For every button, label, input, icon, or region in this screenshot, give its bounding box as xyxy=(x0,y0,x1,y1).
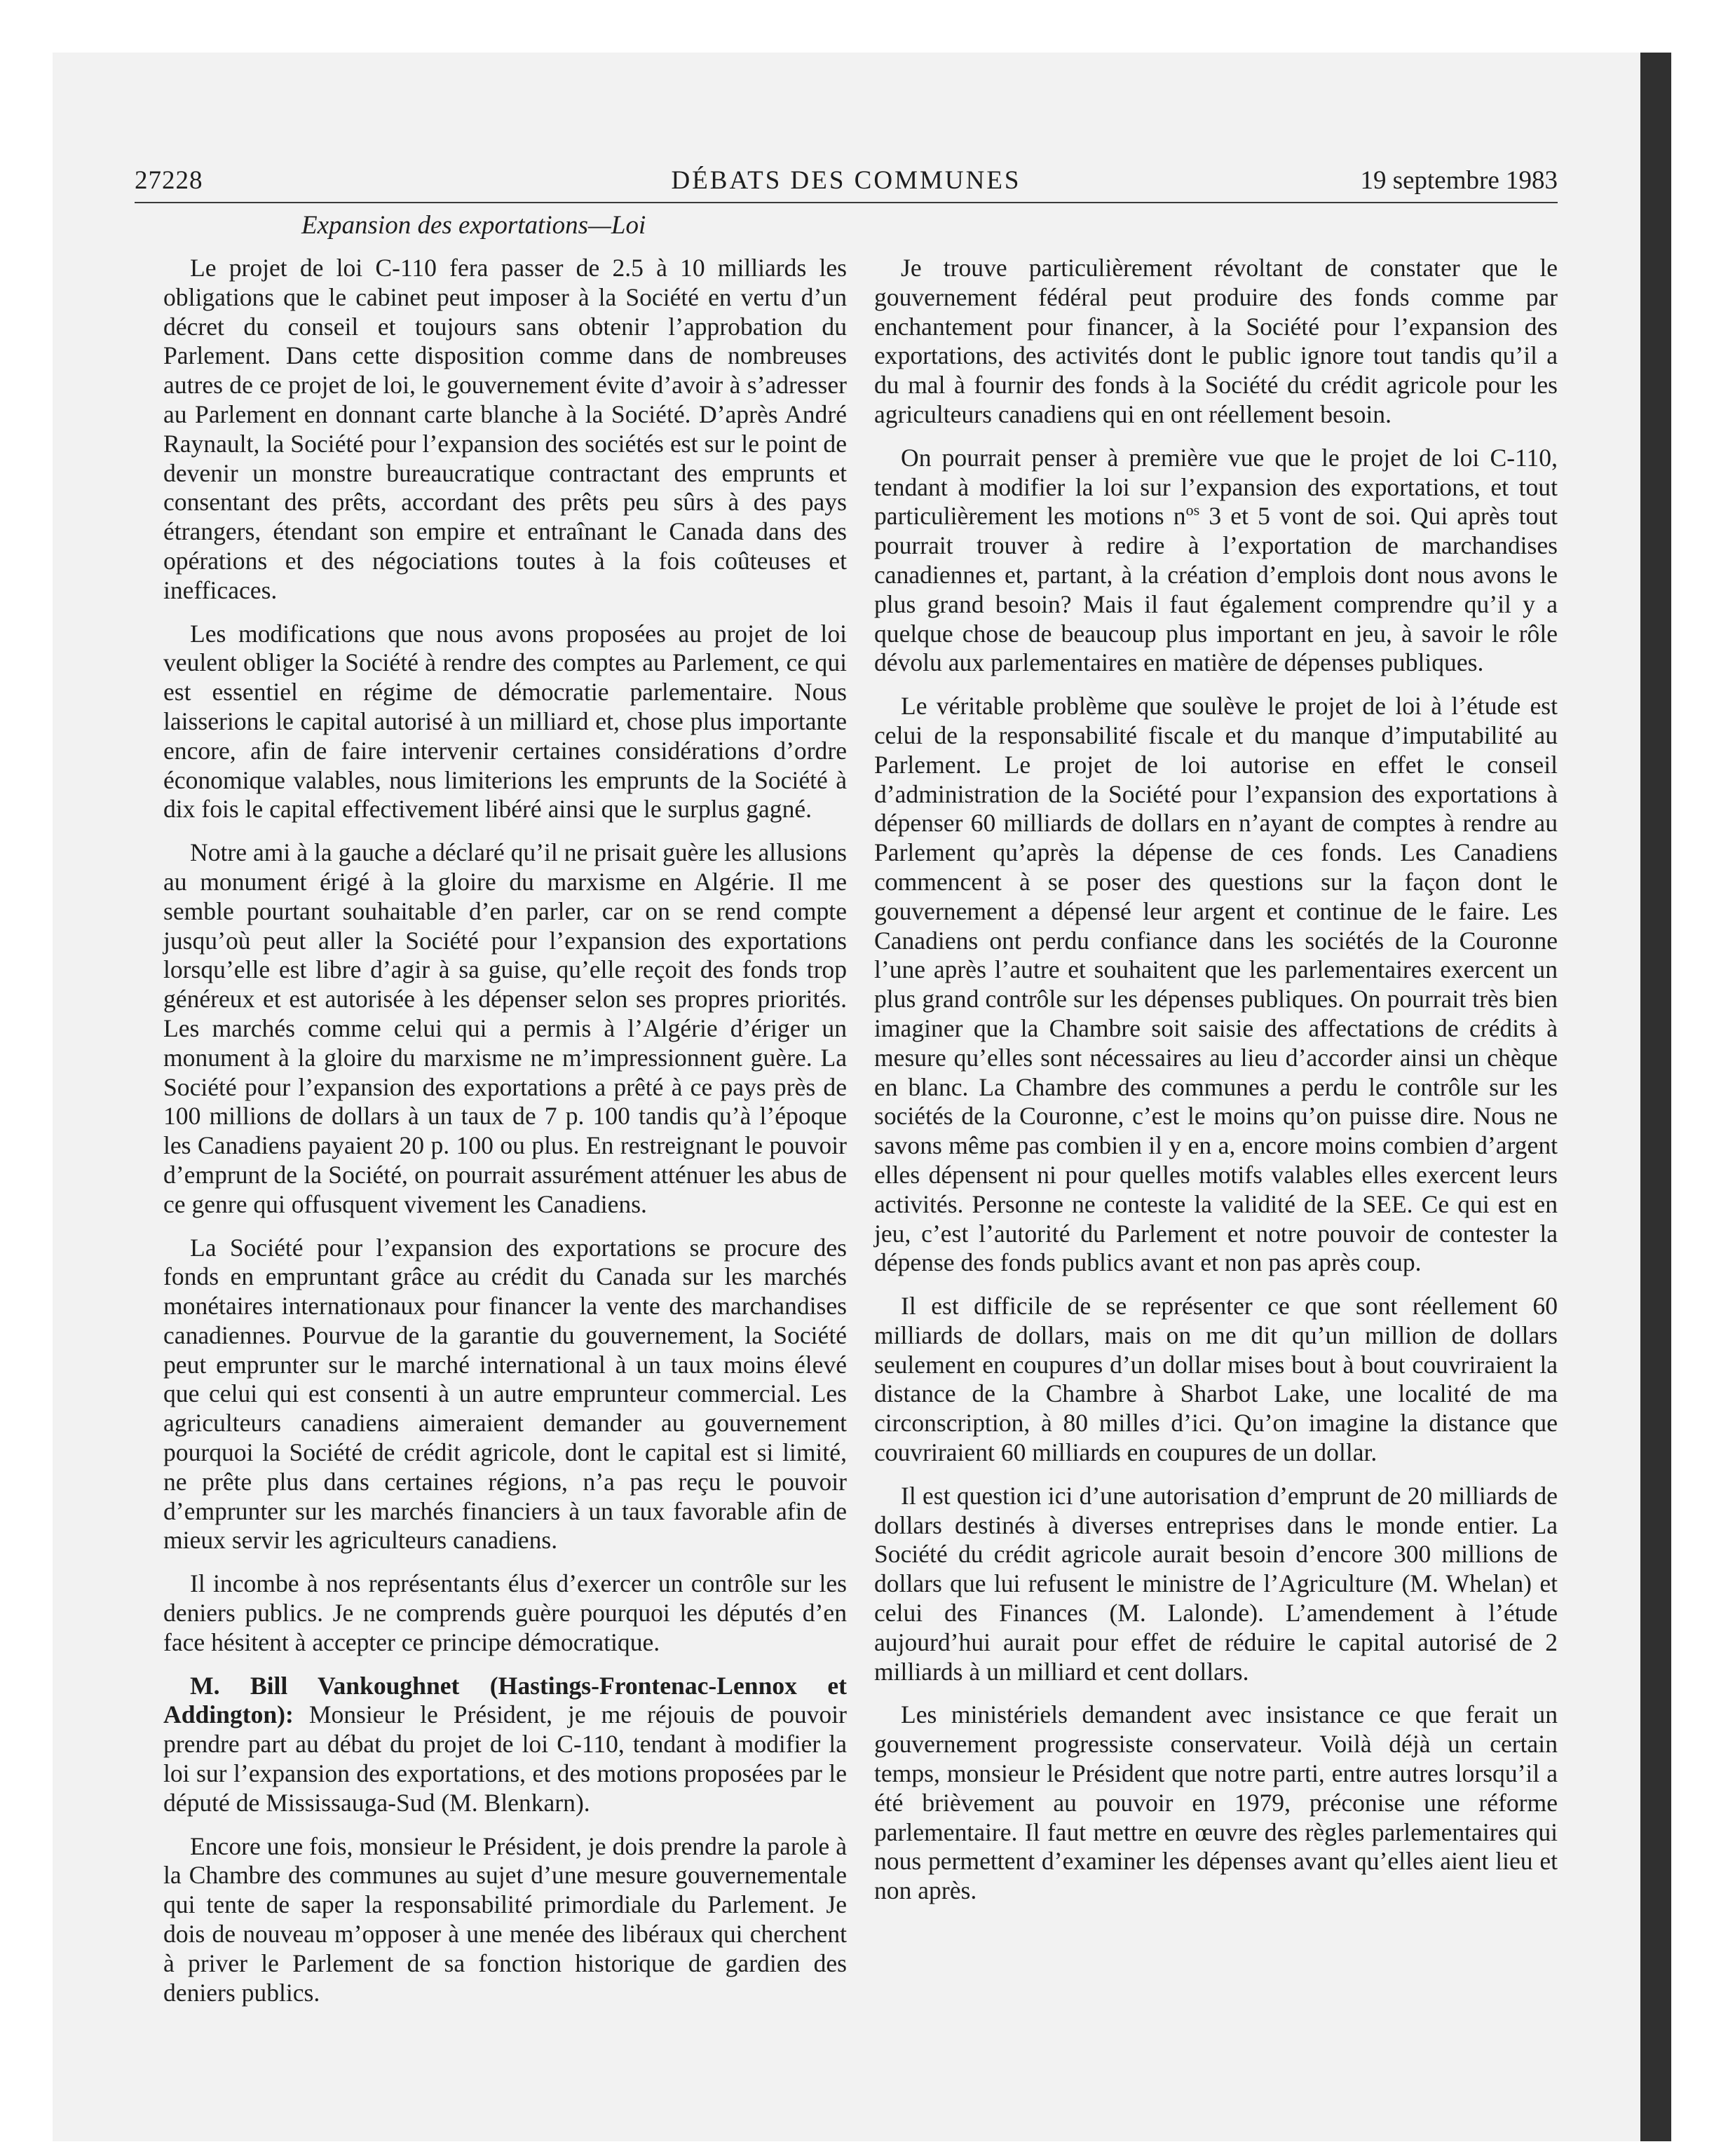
paragraph: Notre ami à la gauche a déclaré qu’il ne prisait guère les allusions au monument érigé à la gloire du marxisme en Algérie. Il me semble pourtant souhaitable d’en parler, car on se rend compte jusqu’où peut aller la Société pour l’expansion des exportations lorsqu’elle est libre d’agir à sa guise, qu’elle reçoit des fonds trop généreux et est autorisée à les dépenser selon ses propres priorités. Les marchés comme celui qui a permis à l’Algérie d’ériger un monument à la gloire du marxisme ne m’impressionnent guère. La Société pour l’expansion des exportations a prêté à ce pays près de 100 millions de dollars à un taux de 7 p. 100 tandis qu’à l’époque les Canadiens payaient 20 p. 100 ou plus. En restreignant le pouvoir d’emprunt de la Société, on pourrait assurément atténuer les abus de ce genre qui offusquent vivement les Canadiens. xyxy=(163,838,847,1218)
paragraph: Le véritable problème que soulève le projet de loi à l’étude est celui de la responsabilité fiscale et du manque d’imputabilité au Parlement. Le projet de loi autorise en effet le conseil d’administration de la Société pour l’expansion des exportations à dépenser 60 milliards de dollars en n’ayant de comptes à rendre au Parlement qu’après la dépense de ces fonds. Les Canadiens commencent à se poser des questions sur la façon dont le gouvernement a dépensé leur argent et continue de le faire. Les Canadiens ont perdu confiance dans les sociétés de la Couronne l’une après l’autre et souhaitent que les parlementaires exercent un plus grand contrôle sur les dépenses publiques. On pourrait très bien imaginer que la Chambre soit saisie des affectations de crédits à mesure qu’elles sont nécessaires au lieu d’accorder ainsi un chèque en blanc. La Chambre des communes a perdu le contrôle sur les sociétés de la Couronne, c’est le moins qu’on puisse dire. Nous ne savons même pas combien il y en a, encore moins combien d’argent elles dépensent ni pour quelles motifs valables elles exercent leurs activités. Personne ne conteste la validité de la SEE. Ce qui est en jeu, c’est l’autorité du Parlement et notre pouvoir de contester la dépense des fonds publics avant et non pas après coup. xyxy=(874,692,1558,1277)
speech-text: Monsieur le Président, je me réjouis de pouvoir prendre part au débat du projet de loi C-110, tendant à modifier la loi sur l’expansion des exportations, et des motions proposées par le député de Mississauga-Sud (M. Blenkarn). xyxy=(163,1700,847,1817)
binding-edge xyxy=(1640,53,1671,2141)
paragraph: Il est question ici d’une autorisation d’emprunt de 20 milliards de dollars destinés à diverses entreprises dans le monde entier. La Société du crédit agricole aurait besoin d’encore 300 millions de dollars que lui refusent le ministre de l’Agriculture (M. Whelan) et celui des Finances (M. Lalonde). L’amendement à l’étude aujourd’hui aurait pour effet de réduire le capital autorisé de 2 milliards à un milliard et cent dollars. xyxy=(874,1481,1558,1686)
section-title: Expansion des exportations—Loi xyxy=(301,211,646,240)
paragraph: Il incombe à nos représentants élus d’exercer un contrôle sur les deniers publics. Je ne comprends guère pourquoi les députés d’en face hésitent à accepter ce principe démocratique. xyxy=(163,1569,847,1656)
speech-paragraph xyxy=(163,1672,847,1818)
paragraph-text: 3 et 5 vont de soi. Qui après tout pourrait trouver à redire à l’exportation de marchandises canadiennes et, partant, à la création d’emplois dont nous avons le plus grand besoin? Mais il faut également comprendre qu’il y a quelque chose de beaucoup plus important en jeu, à savoir le rôle dévolu aux parlementaires en matière de dépenses publiques. xyxy=(874,502,1558,677)
paragraph: Il est difficile de se représenter ce que sont réellement 60 milliards de dollars, mais on me dit qu’un million de dollars seulement en coupures d’un dollar mises bout à bout couvriraient la distance de la Chambre à Sharbot Lake, une localité de ma circonscription, à 80 milles d’ici. Qu’on imagine la distance que couvriraient 60 milliards en coupures de un dollar. xyxy=(874,1292,1558,1467)
paragraph: Les ministériels demandent avec insistance ce que ferait un gouvernement progressiste conservateur. Voilà déjà un certain temps, monsieur le Président que notre parti, entre autres lorsqu’il a été brièvement au pouvoir en 1979, préconise une réforme parlementaire. Il faut mettre en œuvre des règles parlementaires qui nous permettent d’examiner les dépenses avant qu’elles aient lieu et non après. xyxy=(874,1700,1558,1905)
paragraph: La Société pour l’expansion des exportations se procure des fonds en empruntant grâce au crédit du Canada sur les marchés monétaires internationaux pour financer la vente des marchandises canadiennes. Pourvue de la garantie du gouvernement, la Société peut emprunter sur le marché international à un taux moins élevé que celui qui est consenti à un autre emprunteur commercial. Les agriculteurs canadiens aimeraient demander au gouvernement pourquoi la Société de crédit agricole, dont le capital est si limité, ne prête plus dans certaines régions, n’a pas reçu le pouvoir d’emprunter sur les marchés financiers à un taux favorable afin de mieux servir les agriculteurs canadiens. xyxy=(163,1233,847,1555)
superscript: os xyxy=(1185,501,1200,519)
paragraph: Je trouve particulièrement révoltant de constater que le gouvernement fédéral peut produire des fonds comme par enchantement pour financer, à la Société pour l’expansion des exportations, des activités dont le public ignore tout tandis qu’il a du mal à fournir des fonds à la Société du crédit agricole pour les agriculteurs canadiens qui en ont réellement besoin. xyxy=(874,254,1558,428)
speaker-name: M. Bill Vankoughnet (Hastings-Frontenac-Lennox et Addington): xyxy=(163,1671,847,1729)
page-number: 27228 xyxy=(135,166,203,195)
left-column xyxy=(163,254,847,2021)
paragraph: Les modifications que nous avons proposées au projet de loi veulent obliger la Société à rendre des comptes au Parlement, ce qui est essentiel en régime de démocratie parlementaire. Nous laisserions le capital autorisé à un milliard et, chose plus importante encore, afin de faire intervenir certaines considérations d’ordre économique valables, nous limiterions les emprunts de la Société à dix fois le capital effectivement libéré ainsi que le surplus gagné. xyxy=(163,619,847,824)
paragraph xyxy=(874,444,1558,678)
right-column xyxy=(874,254,1558,1920)
journal-title: DÉBATS DES COMMUNES xyxy=(671,166,1021,195)
header-date: 19 septembre 1983 xyxy=(1360,166,1558,195)
page-header xyxy=(135,160,1558,203)
paragraph-text: On pourrait penser à première vue que le projet de loi C-110, tendant à modifier la loi sur l’expansion des exportations, et tout particulièrement les motions n xyxy=(874,443,1558,531)
paragraph: Le projet de loi C-110 fera passer de 2.5 à 10 milliards les obligations que le cabinet peut imposer à la Société en vertu d’un décret du conseil et toujours sans obtenir l’approbation du Parlement. Dans cette disposition comme dans de nombreuses autres de ce projet de loi, le gouvernement évite d’avoir à s’adresser au Parlement en donnant carte blanche à la Société. D’après André Raynault, la Société pour l’expansion des sociétés est sur le point de devenir un monstre bureaucratique contractant des emprunts et consentant des prêts, accordant des prêts peu sûrs à des pays étrangers, étendant son empire et entraînant le Canada dans des opérations et des négociations toutes à la fois coûteuses et inefficaces. xyxy=(163,254,847,604)
paragraph: Encore une fois, monsieur le Président, je dois prendre la parole à la Chambre des communes au sujet d’une mesure gouvernementale qui tente de saper la responsabilité primordiale du Parlement. Je dois de nouveau m’opposer à une menée des libéraux qui cherchent à priver le Parlement de sa fonction historique de gardien des deniers publics. xyxy=(163,1831,847,2007)
